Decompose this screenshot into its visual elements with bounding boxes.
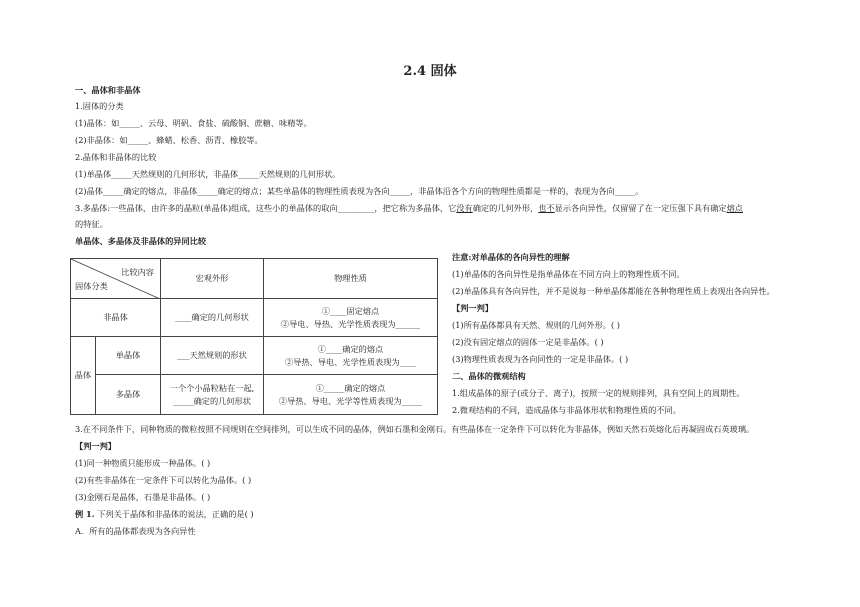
note-line-1: (1)单晶体的各向异性是指单晶体在不同方向上的物理性质不同。 [452,269,685,279]
subheading-classification: 1.固体的分类 [75,101,124,111]
micro-line-1: 1.组成晶体的原子(或分子、离子)，按照一定的规则排列，具有空间上的周期性。 [452,388,745,398]
judge-item-b3: (3)金刚石是晶体，石墨是非晶体。( ) [75,492,211,502]
judge-item-b2: (2)有些非晶体在一定条件下可以转化为晶体。( ) [75,475,252,485]
judge-item-b1: (1)同一种物质只能形成一种晶体。( ) [75,458,211,468]
diagonal-line [71,259,160,299]
judge-heading-2: 【判一判】 [75,441,116,451]
comparison-table [70,258,438,415]
note-heading: 注意:对单晶体的各向异性的理解 [452,252,570,262]
subheading-comparison: 2.晶体和非晶体的比较 [75,152,157,162]
table-corner-cell [71,259,161,299]
text-line-feature: 的特征。 [75,219,108,229]
header-properties: 物理性质 [264,259,438,299]
row-group-crystal: 晶体 [71,337,96,415]
cell-amorphous-shape: ____确定的几何形状 [161,299,264,337]
text-line-melting: (2)晶体_____确定的熔点，非晶体_____确定的熔点；某些单晶体的物理性质表现为各向_____，非晶体沿各个方向的物理性质都是一样的，表现为各向_____。 [75,186,644,196]
text-line-polycrystal: 3.多晶体:一些晶体，由许多的晶粒(单晶体)组成，这些小的单晶体的取向_________，把它称为多晶体，它没有确定的几何外形，也不显示各向异性，仅留留了在一定压强下具有确定熔点 [75,203,743,213]
micro-line-2: 2.微观结构的不同，造成晶体与非晶体形状和物理性质的不同。 [452,405,681,415]
text-line-shape: (1)单晶体_____天然规则的几何形状，非晶体_____天然规则的几何形状。 [75,169,341,179]
cell-poly-properties: ①_____确定的熔点 ②导热、导电、光学等性质表现为_____ [264,375,438,415]
note-line-2: (2)单晶体具有各向异性，并不是说每一种单晶体都能在各种物理性质上表现出各向异性。 [452,286,775,296]
text-line-allotrope: 3.在不同条件下，同种物质的微粒按照不同规则在空间排列，可以生成不同的晶体，例如石墨和金刚石。有些晶体在一定条件下可以转化为非晶体，例如天然石英熔化后再凝固成石英玻璃。 [75,424,755,434]
example-1: 例 1. 下列关于晶体和非晶体的说法，正确的是( ) [75,509,254,519]
page-title: 2.4 固体 [403,64,457,79]
judge-item-1: (1)所有晶体都具有天然、规则的几何外形。( ) [452,320,620,330]
row-label-polycrystal: 多晶体 [96,375,161,415]
row-label-single-crystal: 单晶体 [96,337,161,375]
text-line-crystal: (1)晶体：如_____、云母、明矾、食盐、硫酸铜、蔗糖、味精等。 [75,118,312,128]
section-heading-micro: 二、晶体的微观结构 [452,371,526,381]
judge-heading-1: 【判一判】 [452,303,493,313]
section-heading-crystal: 一、晶体和非晶体 [75,85,141,95]
row-label-amorphous: 非晶体 [71,299,161,337]
example-option-a: A．所有的晶体都表现为各向异性 [75,526,196,536]
header-solid-class: 固体分类 [75,281,108,291]
text-line-noncrystal: (2)非晶体：如_____、蜂蜡、松香、沥青、橡胶等。 [75,135,263,145]
cell-single-shape: ___天然规则的形状 [161,337,264,375]
header-shape: 宏观外形 [161,259,264,299]
judge-item-3: (3)物理性质表现为各向同性的一定是非晶体。( ) [452,354,629,364]
cell-single-properties: ①____确定的熔点 ②导热、导电、光学性质表现为____ [264,337,438,375]
table-heading: 单晶体、多晶体及非晶体的异同比较 [75,236,207,246]
cell-amorphous-properties: ①____固定熔点 ②导电、导热、光学性质表现为______ [264,299,438,337]
header-compare-content: 比较内容 [121,267,154,277]
judge-item-2: (2)没有固定熔点的固体一定是非晶体。( ) [452,337,604,347]
cell-poly-shape: 一个个小晶粒粘在一起, _____确定的几何形状 [161,375,264,415]
